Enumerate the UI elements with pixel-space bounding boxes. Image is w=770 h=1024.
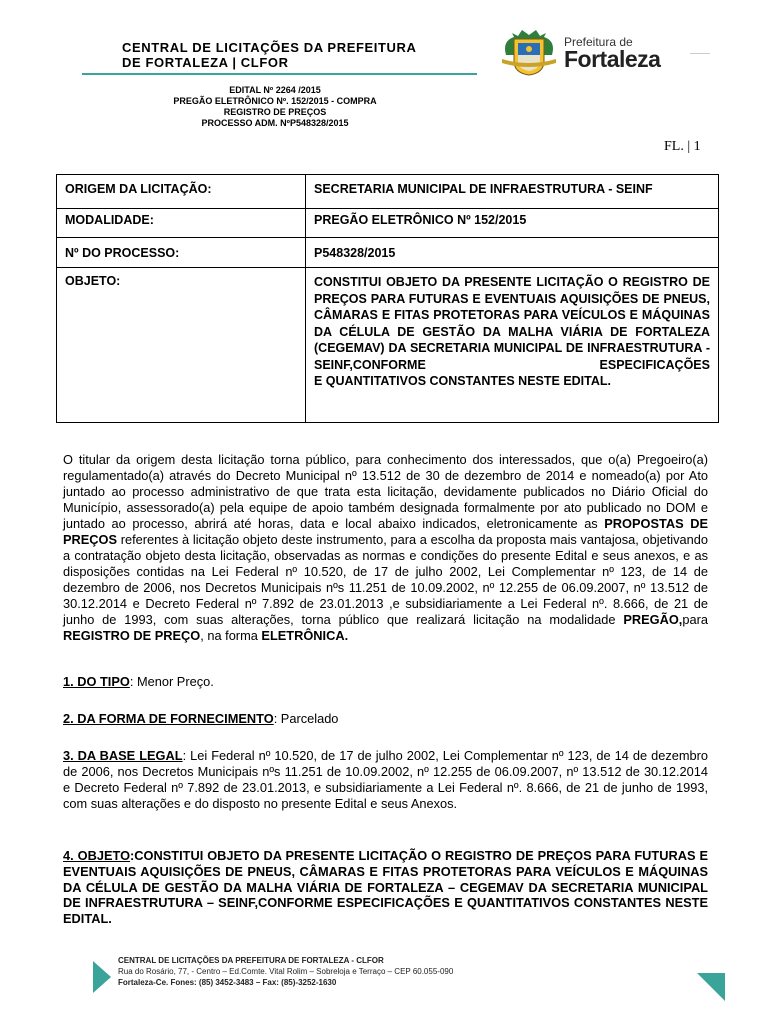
prefeitura-logo — [498, 27, 698, 77]
table-row — [57, 209, 719, 238]
logo-divider — [690, 53, 710, 54]
coat-of-arms-icon — [498, 27, 560, 77]
header-title — [122, 40, 417, 70]
table-row — [57, 238, 719, 268]
intro-text-1: O titular da origem desta licitação torna público, para conhecimento dos interessados, que o(a) Pregoeiro(a) regulamentado(a) através do Decreto Municipal nº 13.512 de 30 de dezembro de 2014 e nomeado(a) por Ato juntado ao processo administrativo de que trata esta licitação, devidamente publicados no Diário Oficial do Município, assessorado(a) pela equipe de apoio também designada formalmente por ato publicado no DOM e juntado ao processo, abrirá até horas, data e local abaixo indicados, eletronicamente as — [63, 452, 708, 531]
modalidade-value: PREGÃO ELETRÔNICO Nº 152/2015 — [306, 209, 719, 238]
objeto-label: OBJETO: — [57, 268, 306, 423]
processo-value: P548328/2015 — [306, 238, 719, 268]
forma-text: : Parcelado — [273, 711, 339, 726]
table-row — [57, 175, 719, 209]
objeto-text: :CONSTITUI OBJETO DA PRESENTE LICITAÇÃO O REGISTRO DE PREÇOS PARA FUTURAS E EVENTUAIS AQUISIÇÕES DE PNEUS, CÂMARAS E FITAS PROTETORAS PARA VEÍCULOS E MÁQUINAS DA CÉLULA DE GESTÃO DA MALHA VIÁRIA DE FORTALEZA – CEGEMAV DA SECRETARIA MUNICIPAL DE INFRAESTRUTURA – SEINF,CONFORME ESPECIFICAÇÕES E QUANTITATIVOS CONSTANTES NESTE EDITAL. — [63, 848, 708, 927]
objeto-value-last: E QUANTITATIVOS CONSTANTES NESTE EDITAL. — [314, 374, 611, 388]
processo-label: Nº DO PROCESSO: — [57, 238, 306, 268]
footer-address: Rua do Rosário, 77, - Centro – Ed.Comte. Vital Rolim – Sobreloja e Terraço – CEP 60.055-090 — [118, 967, 454, 976]
base-text: : Lei Federal nº 10.520, de 17 de julho 2002, Lei Complementar nº 123, de 14 de dezembro de 2006, nos Decretos Municipais nºs 11.251 de 10.09.2002, nº 12.255 de 06.09.2007, nº 13.512 de 30.12.2014 e Decreto Federal nº 7.892 de 23.01.2013, e subsidiariamente a Lei Federal nº. 8.666, de 21 de junho de 1993, com suas alterações e do disposto no presente Edital e seus Anexos. — [63, 748, 708, 811]
info-table — [56, 174, 719, 423]
page-number: FL. | 1 — [664, 139, 701, 154]
header-title-line1: CENTRAL DE LICITAÇÕES DA PREFEITURA — [122, 40, 417, 55]
footer-phones: Fortaleza-Ce. Fones: (85) 3452-3483 – Fax: (85)-3252-1630 — [118, 978, 337, 987]
edital-number: EDITAL Nº 2264 /2015 — [229, 85, 321, 95]
header-title-line2: DE FORTALEZA | CLFOR — [122, 55, 289, 70]
intro-bold-4: ELETRÔNICA. — [261, 628, 349, 643]
footer — [118, 955, 453, 988]
intro-text-4: , na forma — [200, 628, 262, 643]
edital-heading — [140, 85, 410, 129]
header-divider — [82, 73, 477, 75]
origem-label: ORIGEM DA LICITAÇÃO: — [57, 175, 306, 209]
modalidade-label: MODALIDADE: — [57, 209, 306, 238]
objeto-heading: 4. OBJETO — [63, 848, 131, 863]
intro-paragraph — [63, 452, 708, 644]
pregao-number: PREGÃO ELETRÔNICO Nº. 152/2015 - COMPRA — [173, 96, 377, 106]
intro-text-2: referentes à licitação objeto deste instrumento, para a escolha da proposta mais vantajosa, objetivando a contratação objeto desta licitação, observadas as normas e condições do presente Edital e seus anexos, e as disposições contidas na Lei Federal nº 10.520, de 17 de julho 2002, Lei Complementar nº 123, de 14 de dezembro de 2006, nos Decretos Municipais nºs 11.251 de 10.09.2002, nº 12.255 de 06.09.2007, nº 13.512 de 30.12.2014 e Decreto Federal nº 7.892 de 23.01.2013 ,e subsidiariamente a Lei Federal nº. 8.666, de 21 de junho de 1993, com suas alterações, torna público que realizará licitação na modalidade — [63, 532, 708, 627]
intro-bold-3: REGISTRO DE PREÇO — [63, 628, 201, 643]
registro-precos: REGISTRO DE PREÇOS — [223, 107, 327, 117]
processo-number: PROCESSO ADM. NºP548328/2015 — [201, 118, 349, 128]
logo-text-small: Prefeitura de — [564, 35, 633, 49]
section-objeto — [63, 848, 708, 927]
footer-org: CENTRAL DE LICITAÇÕES DA PREFEITURA DE FORTALEZA - CLFOR — [118, 956, 384, 965]
intro-text-3: para — [682, 612, 708, 627]
objeto-value: CONSTITUI OBJETO DA PRESENTE LICITAÇÃO O REGISTRO DE PREÇOS PARA FUTURAS E EVENTUAIS AQUISIÇÕES DE PNEUS, CÂMARAS E FITAS PROTETORAS PARA VEÍCULOS E MÁQUINAS DA CÉLULA DE GESTÃO DA MALHA VIÁRIA DE FORTALEZA (CEGEMAV) DA SECRETARIA MUNICIPAL DE INFRAESTRUTURA - SEINF,CONFORME ESPECIFICAÇÕES — [314, 275, 710, 372]
section-base-legal — [63, 748, 708, 812]
logo-text-big: Fortaleza — [564, 46, 661, 72]
forma-heading: 2. DA FORMA DE FORNECIMENTO — [63, 711, 274, 726]
base-heading: 3. DA BASE LEGAL — [63, 748, 183, 763]
footer-triangle-left — [93, 961, 111, 993]
footer-triangle-right — [697, 973, 725, 1001]
intro-bold-2: PREGÃO, — [623, 612, 683, 627]
section-tipo — [63, 674, 708, 690]
intro-bold-1: PROPOSTAS DE PREÇOS — [63, 516, 708, 547]
table-row — [57, 268, 719, 423]
tipo-heading: 1. DO TIPO — [63, 674, 130, 689]
section-forma — [63, 711, 708, 727]
objeto-cell — [306, 268, 719, 423]
tipo-text: : Menor Preço. — [129, 674, 214, 689]
origem-value: SECRETARIA MUNICIPAL DE INFRAESTRUTURA - SEINF — [306, 175, 719, 209]
